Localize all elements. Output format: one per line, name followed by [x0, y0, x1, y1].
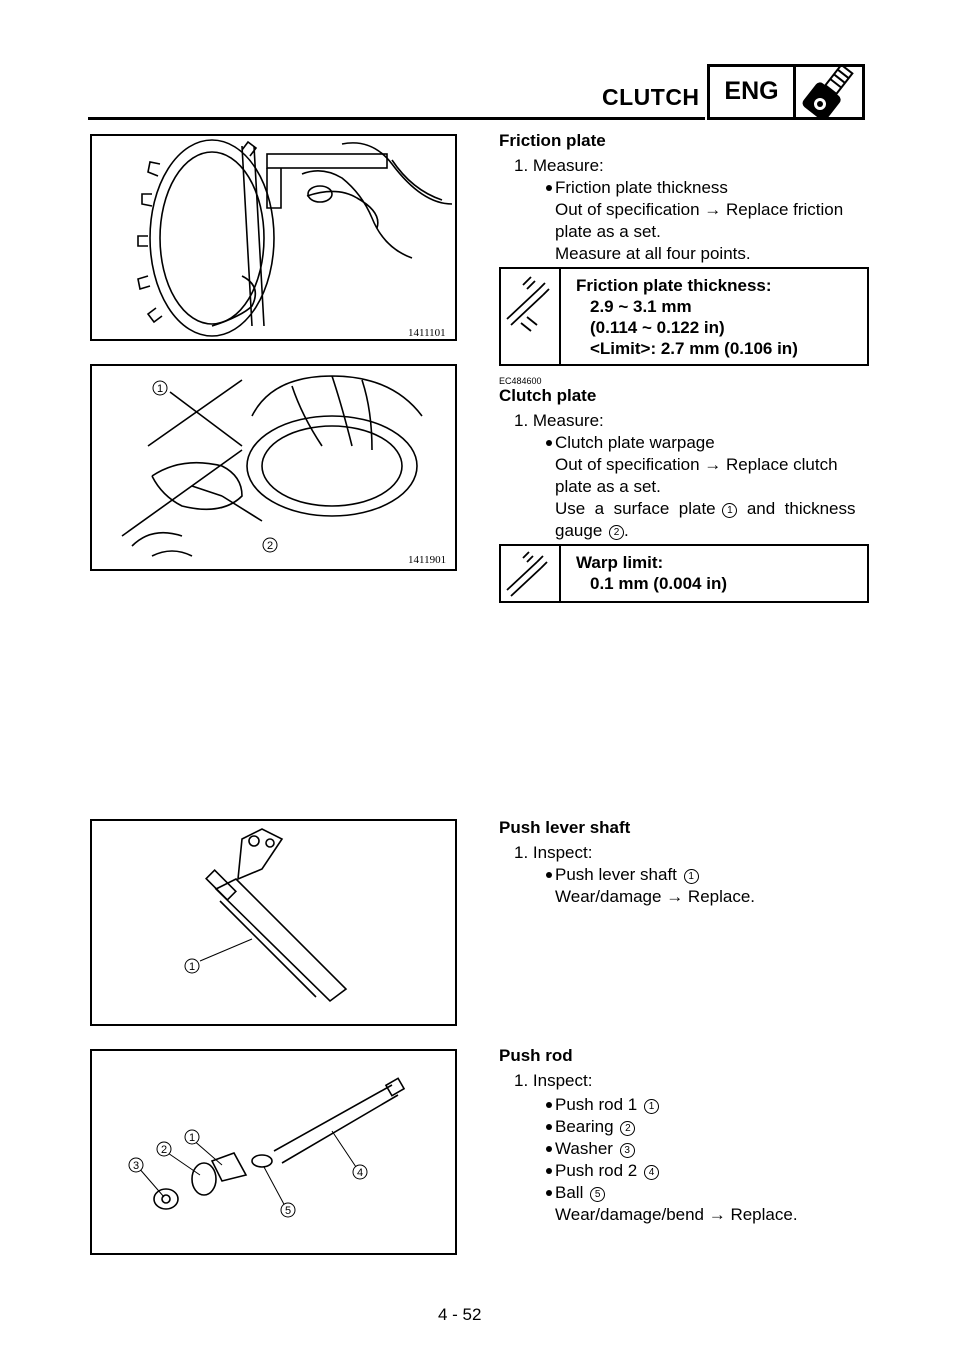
bullet-icon	[546, 1146, 552, 1152]
friction-spec-box	[499, 267, 869, 366]
bullet-item: Bearing 2	[499, 1116, 869, 1138]
push-rod-title: Push rod	[499, 1046, 573, 1065]
engine-tag	[707, 64, 865, 120]
callout-5	[264, 1167, 295, 1217]
bullet-icon	[546, 1190, 552, 1196]
bullet-text: Friction plate thickness	[555, 178, 728, 197]
svg-text:1: 1	[156, 383, 164, 395]
friction-plate-title: Friction plate	[499, 131, 606, 150]
figure-push-rod	[90, 1049, 457, 1255]
svg-text:3: 3	[132, 1160, 140, 1172]
friction-plate-section	[499, 130, 869, 265]
instruction-line: Wear/damage → Replace.	[555, 887, 756, 906]
bullet-icon	[546, 440, 552, 446]
callout-2	[157, 1142, 200, 1175]
instruction-line: plate as a set.	[555, 477, 661, 496]
instruction-line: plate as a set.	[555, 222, 661, 241]
push-lever-illustration	[92, 821, 455, 1024]
figure-push-lever-shaft	[90, 819, 457, 1026]
step-text: 1. Measure:	[514, 156, 604, 175]
bullet-item: Washer 3	[499, 1138, 869, 1160]
svg-text:4: 4	[356, 1167, 364, 1179]
step-text: 1. Measure:	[514, 411, 604, 430]
bullet-text: Clutch plate warpage	[555, 433, 715, 452]
spec-title: Warp limit:	[576, 553, 664, 572]
spec-value: 0.1 mm (0.004 in)	[590, 574, 728, 593]
instruction-line: Out of specification → Replace friction	[555, 200, 844, 219]
instruction-line: gauge 2 .	[555, 521, 629, 540]
instruction-line: Measure at all four points.	[555, 244, 751, 263]
bullet-text: Push lever shaft	[555, 865, 677, 884]
instruction-line: Out of specification → Replace clutch	[555, 455, 838, 474]
svg-text:1: 1	[188, 961, 196, 973]
svg-text:5: 5	[284, 1205, 292, 1217]
svg-text:2: 2	[266, 540, 274, 552]
gauge-illustration	[92, 366, 455, 569]
bullet-item	[499, 432, 869, 454]
push-rod-section	[499, 1045, 869, 1226]
clutch-plate-section	[499, 385, 869, 542]
bullet-icon	[546, 872, 552, 878]
push-lever-title: Push lever shaft	[499, 818, 631, 837]
bullet-icon	[546, 1168, 552, 1174]
callout-4	[332, 1131, 367, 1179]
spec-limit: <Limit>: 2.7 mm (0.106 in)	[590, 339, 798, 358]
section-code: EC484600	[499, 376, 542, 386]
bullet-item: Push lever shaft 1	[499, 864, 869, 886]
push-rod-illustration	[92, 1051, 455, 1253]
clutch-plate-title: Clutch plate	[499, 386, 597, 405]
step-text: 1. Inspect:	[514, 843, 593, 862]
bullet-icon	[546, 185, 552, 191]
callout-1	[185, 1130, 222, 1165]
eng-label: ENG	[710, 67, 796, 117]
header-rule	[88, 117, 705, 120]
callout-1	[185, 959, 199, 973]
svg-text:2: 2	[160, 1144, 168, 1156]
push-lever-section	[499, 817, 869, 908]
bullet-icon	[546, 1102, 552, 1108]
callout-2	[263, 538, 277, 552]
caliper-icon	[501, 546, 561, 601]
spec-title: Friction plate thickness:	[576, 276, 772, 295]
figure-code: 1411901	[408, 554, 447, 566]
svg-text:1: 1	[188, 1132, 196, 1144]
engine-icon	[796, 67, 862, 117]
step-text: 1. Inspect:	[514, 1071, 593, 1090]
instruction-line: Wear/damage/bend → Replace.	[555, 1205, 798, 1224]
section-title: CLUTCH	[602, 84, 700, 110]
callout-3	[129, 1158, 164, 1197]
callout-1	[153, 381, 167, 395]
instruction-line: Use a surface plate 1 and thickness	[555, 499, 856, 518]
page-number: 4 - 52	[438, 1305, 482, 1324]
spec-value: (0.114 ~ 0.122 in)	[590, 318, 725, 337]
caliper-icon	[501, 269, 561, 364]
bullet-item	[499, 177, 869, 199]
figure-friction-plate-measurement	[90, 134, 457, 341]
spec-value: 2.9 ~ 3.1 mm	[590, 297, 692, 316]
bullet-item: Push rod 2 4	[499, 1160, 869, 1182]
bullet-item: Ball 5	[499, 1182, 869, 1204]
caliper-illustration	[92, 136, 455, 339]
bullet-item: Push rod 1 1	[499, 1094, 869, 1116]
bullet-icon	[546, 1124, 552, 1130]
warp-spec-box	[499, 544, 869, 603]
figure-clutch-plate-warpage	[90, 364, 457, 571]
figure-code: 1411101	[408, 327, 446, 339]
